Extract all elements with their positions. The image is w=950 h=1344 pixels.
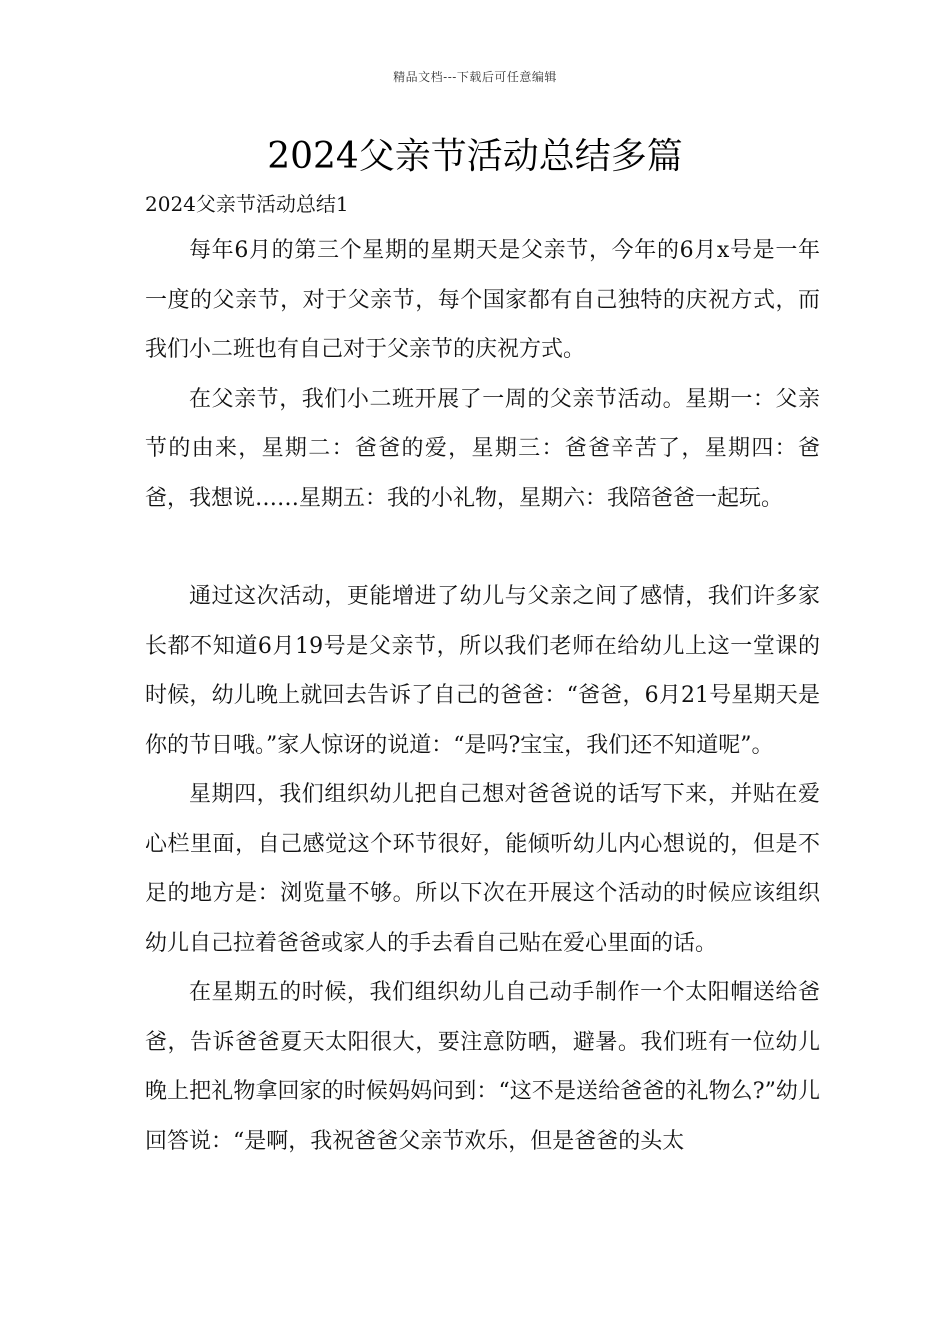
paragraph: 通过这次活动，更能增进了幼儿与父亲之间了感情，我们许多家长都不知道6月19号是父亲节，所以我们老师在给幼儿上这一堂课的时候，幼儿晚上就回去告诉了自己的爸爸：“爸爸，6月21号星期天是你的节日哦。”家人惊讶的说道：“是吗?宝宝，我们还不知道呢”。 bbox=[145, 584, 820, 758]
paragraph: 星期四，我们组织幼儿把自己想对爸爸说的话写下来，并贴在爱心栏里面，自己感觉这个环节很好，能倾听幼儿内心想说的，但是不足的地方是：浏览量不够。所以下次在开展这个活动的时候应该组织幼儿自己拉着爸爸或家人的手去看自己贴在爱心里面的话。 bbox=[145, 782, 820, 956]
paragraph: 每年6月的第三个星期的星期天是父亲节，今年的6月x号是一年一度的父亲节，对于父亲节，每个国家都有自己独特的庆祝方式，而我们小二班也有自己对于父亲节的庆祝方式。 bbox=[145, 238, 820, 362]
document-body bbox=[145, 226, 820, 1166]
document-title: 2024父亲节活动总结多篇 bbox=[267, 136, 683, 177]
header-note: 精品文档---下载后可任意编辑 bbox=[393, 70, 557, 84]
paragraph: 在父亲节，我们小二班开展了一周的父亲节活动。星期一：父亲节的由来，星期二：爸爸的爱，星期三：爸爸辛苦了，星期四：爸爸，我想说……星期五：我的小礼物，星期六：我陪爸爸一起玩。 bbox=[145, 386, 820, 511]
section-heading: 2024父亲节活动总结1 bbox=[145, 192, 349, 216]
paragraph: 在星期五的时候，我们组织幼儿自己动手制作一个太阳帽送给爸爸，告诉爸爸夏天太阳很大，要注意防晒，避暑。我们班有一位幼儿晚上把礼物拿回家的时候妈妈问到：“这不是送给爸爸的礼物么?”幼儿回答说：“是啊，我祝爸爸父亲节欢乐，但是爸爸的头太 bbox=[145, 980, 820, 1154]
